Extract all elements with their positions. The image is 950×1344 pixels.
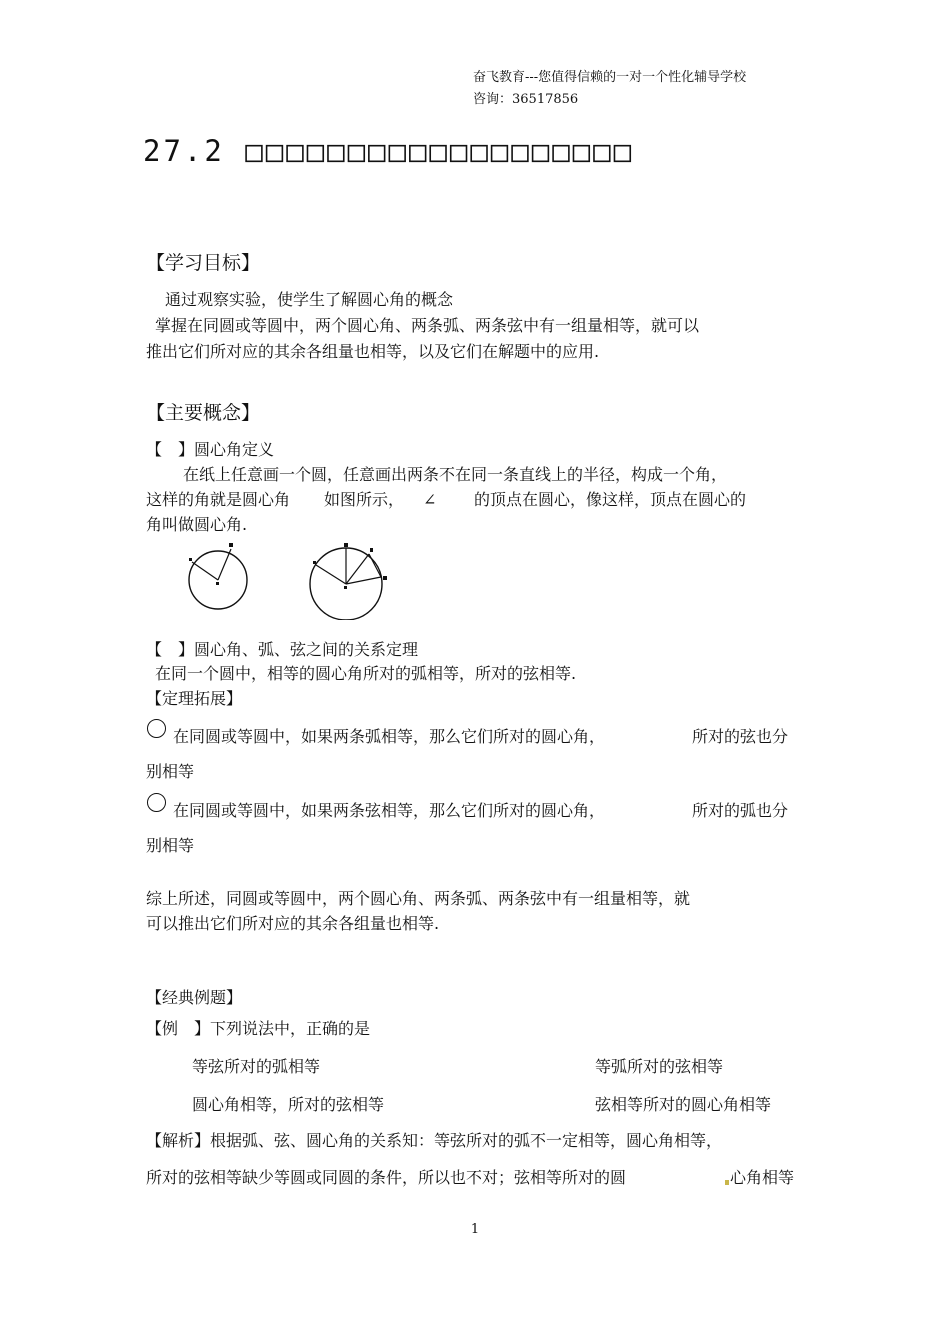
extension-bullet-1-line-1b: 所对的弦也分 xyxy=(692,727,789,746)
section-heading-goals: 【学习目标】 xyxy=(146,252,261,274)
summary-line-1: 综上所述，同圆或等圆中，两个圆心角、两条弧、两条弦中有一组量相等，就 xyxy=(146,889,691,908)
option-a: 等弦所对的弧相等 xyxy=(192,1057,321,1076)
highlight-marker xyxy=(725,1180,729,1185)
page-title: 27.2 □□□□□□□□□□□□□□□□□□□ xyxy=(143,134,635,168)
option-d: 弦相等所对的圆心角相等 xyxy=(595,1095,772,1114)
analysis-line-1: 【解析】根据弧、弦、圆心角的关系知：等弦所对的弧不一定相等，圆心角相等， xyxy=(146,1131,723,1150)
concept-item-2-line-1: 在同一个圆中，相等的圆心角所对的弧相等，所对的弦相等. xyxy=(155,664,577,683)
circle-bullet-icon xyxy=(147,793,166,812)
concept-item-1-line-2a: 这样的角就是圆心角 xyxy=(146,490,291,509)
header-contact-line: 咨询：36517856 xyxy=(473,92,579,107)
option-c: 圆心角相等，所对的弦相等 xyxy=(192,1095,385,1114)
angle-symbol: ∠ xyxy=(423,490,437,509)
concept-item-1-heading: 【 】圆心角定义 xyxy=(146,440,275,459)
circle-bullet-icon xyxy=(147,719,166,738)
central-angle-figures xyxy=(180,540,410,620)
concept-item-1-line-2b: 如图所示， xyxy=(324,490,405,509)
option-b: 等弧所对的弦相等 xyxy=(595,1057,724,1076)
extension-bullet-2-line-2: 别相等 xyxy=(146,836,195,855)
section-heading-extension: 【定理拓展】 xyxy=(146,689,243,708)
section-heading-concepts: 【主要概念】 xyxy=(146,402,261,424)
analysis-line-2b: 心角相等 xyxy=(730,1168,795,1187)
figure-right-circle xyxy=(310,543,387,620)
figure-left-circle xyxy=(189,543,247,609)
concept-item-1-line-1: 在纸上任意画一个圆，任意画出两条不在同一条直线上的半径，构成一个角， xyxy=(183,465,728,484)
extension-bullet-2-line-1b: 所对的弧也分 xyxy=(692,801,789,820)
concept-item-1-line-3: 角叫做圆心角. xyxy=(146,515,248,534)
goals-paragraph-1: 通过观察实验，使学生了解圆心角的概念 xyxy=(165,290,454,309)
extension-bullet-1-line-1a: 在同圆或等圆中，如果两条弧相等，那么它们所对的圆心角， xyxy=(173,727,606,746)
analysis-line-2a: 所对的弦相等缺少等圆或同圆的条件，所以也不对；弦相等所对的圆 xyxy=(146,1168,627,1187)
goals-paragraph-2b: 推出它们所对应的其余各组量也相等，以及它们在解题中的应用. xyxy=(146,342,600,361)
section-heading-examples: 【经典例题】 xyxy=(146,988,243,1007)
extension-bullet-2-line-1a: 在同圆或等圆中，如果两条弦相等，那么它们所对的圆心角， xyxy=(173,801,606,820)
concept-item-1-line-2c: 的顶点在圆心，像这样，顶点在圆心的 xyxy=(474,490,747,509)
goals-paragraph-2a: 掌握在同圆或等圆中，两个圆心角、两条弧、两条弦中有一组量相等，就可以 xyxy=(155,316,700,335)
example-heading: 【例 】下列说法中，正确的是 xyxy=(146,1019,371,1038)
concept-item-2-heading: 【 】圆心角、弧、弦之间的关系定理 xyxy=(146,640,419,659)
extension-bullet-1-line-2: 别相等 xyxy=(146,762,195,781)
page-number: 1 xyxy=(470,1222,480,1237)
header-school-line: 奋飞教育---您值得信赖的一对一个性化辅导学校 xyxy=(473,70,747,85)
summary-line-2: 可以推出它们所对应的其余各组量也相等. xyxy=(146,914,440,933)
